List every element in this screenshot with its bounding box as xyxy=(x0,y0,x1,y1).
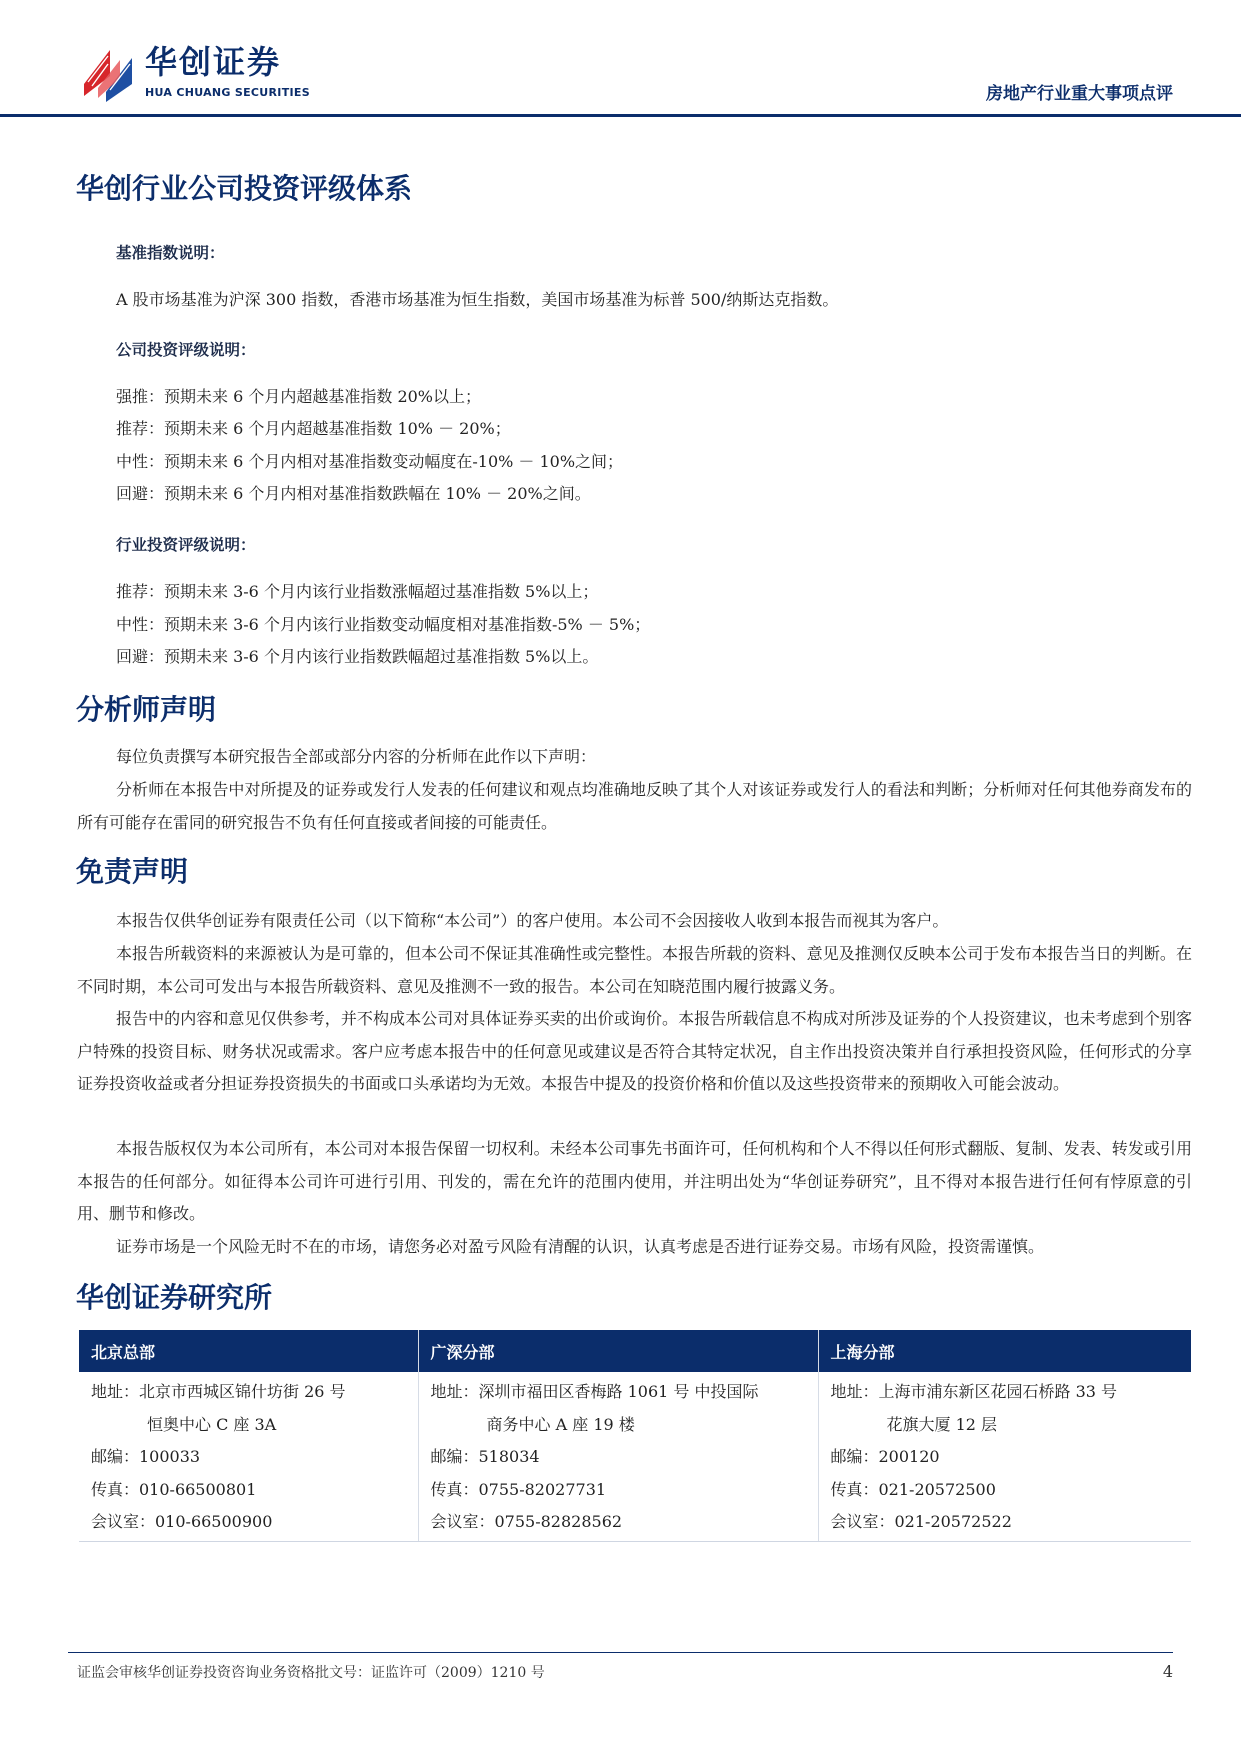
company-rating-heading: 公司投资评级说明： xyxy=(116,340,256,359)
office-header-row xyxy=(79,1330,1191,1372)
industry-rating-heading: 行业投资评级说明： xyxy=(116,535,256,554)
institute-title: 华创证券研究所 xyxy=(76,1281,273,1314)
office-cell-shanghai xyxy=(818,1372,1191,1541)
benchmark-heading: 基准指数说明： xyxy=(116,243,225,262)
company-rating-item: 推荐：预期未来 6 个月内超越基准指数 10% － 20%； xyxy=(116,419,511,438)
industry-rating-item: 回避：预期未来 3-6 个月内该行业指数跌幅超过基准指数 5%以上。 xyxy=(116,647,599,666)
logo-english-name: HUA CHUANG SECURITIES xyxy=(145,86,310,99)
office-contact-table xyxy=(79,1330,1191,1542)
disclaimer-paragraph: 本报告版权仅为本公司所有，本公司对本报告保留一切权利。未经本公司事先书面许可，任何机构和个人不得以任何形式翻版、复制、发表、转发或引用本报告的任何部分。如征得本公司许可进行引用、刊发的，需在允许的范围内使用，并注明出处为“华创证券研究”，且不得对本报告进行任何有悖原意的引用、删节和修改。 xyxy=(77,1139,1192,1223)
office-name-shanghai: 上海分部 xyxy=(818,1330,1191,1372)
disclaimer-paragraph: 证券市场是一个风险无时不在的市场，请您务必对盈亏风险有清醒的认识，认真考虑是否进行证券交易。市场有风险，投资需谨慎。 xyxy=(116,1237,1045,1256)
office-address: 地址：北京市西城区锦什坊街 26 号 xyxy=(91,1382,346,1401)
office-postcode: 邮编：518034 xyxy=(430,1447,540,1466)
footer-divider xyxy=(68,1652,1173,1653)
office-meeting-room: 会议室：010-66500900 xyxy=(91,1512,273,1531)
company-logo-icon xyxy=(80,44,138,102)
industry-rating-item: 中性：预期未来 3-6 个月内该行业指数变动幅度相对基准指数-5% － 5%； xyxy=(116,615,651,634)
analyst-statement-title: 分析师声明 xyxy=(76,693,217,726)
footer-license-text: 证监会审核华创证券投资咨询业务资格批文号：证监许可（2009）1210 号 xyxy=(77,1665,545,1681)
analyst-paragraph: 分析师在本报告中对所提及的证券或发行人发表的任何建议和观点均准确地反映了其个人对该证券或发行人的看法和判断；分析师对任何其他券商发布的所有可能存在雷同的研究报告不负有任何直接或者间接的可能责任。 xyxy=(77,780,1192,832)
office-cell-guangshen xyxy=(418,1372,818,1541)
company-rating-item: 中性：预期未来 6 个月内相对基准指数变动幅度在-10% － 10%之间； xyxy=(116,452,624,471)
report-type-label: 房地产行业重大事项点评 xyxy=(986,84,1173,104)
office-meeting-room: 会议室：0755-82828562 xyxy=(430,1512,623,1531)
logo-chinese-name: 华创证券 xyxy=(145,43,282,81)
office-detail-row xyxy=(79,1372,1191,1541)
office-postcode: 邮编：200120 xyxy=(830,1447,940,1466)
office-meeting-room: 会议室：021-20572522 xyxy=(830,1512,1012,1531)
office-fax: 传真：010-66500801 xyxy=(91,1479,257,1499)
office-fax: 传真：021-20572500 xyxy=(830,1479,996,1499)
office-cell-beijing xyxy=(79,1372,418,1541)
company-rating-item: 强推：预期未来 6 个月内超越基准指数 20%以上； xyxy=(116,387,482,406)
disclaimer-paragraph: 本报告所载资料的来源被认为是可靠的，但本公司不保证其准确性或完整性。本报告所载的资料、意见及推测仅反映本公司于发布本报告当日的判断。在不同时期，本公司可发出与本报告所载资料、意见及推测不一致的报告。本公司在知晓范围内履行披露义务。 xyxy=(77,944,1192,996)
industry-rating-item: 推荐：预期未来 3-6 个月内该行业指数涨幅超过基准指数 5%以上； xyxy=(116,582,599,601)
benchmark-text: A 股市场基准为沪深 300 指数，香港市场基准为恒生指数，美国市场基准为标普 500/纳斯达克指数。 xyxy=(116,290,839,309)
analyst-paragraph: 每位负责撰写本研究报告全部或部分内容的分析师在此作以下声明： xyxy=(116,747,597,766)
disclaimer-title: 免责声明 xyxy=(76,855,189,888)
disclaimer-paragraph: 本报告仅供华创证券有限责任公司（以下简称“本公司”）的客户使用。本公司不会因接收人收到本报告而视其为客户。 xyxy=(116,911,949,930)
rating-system-title: 华创行业公司投资评级体系 xyxy=(76,172,413,205)
office-address-cont: 商务中心 A 座 19 楼 xyxy=(486,1414,635,1434)
office-fax: 传真：0755-82027731 xyxy=(430,1479,607,1499)
header-divider xyxy=(0,114,1241,117)
office-name-guangshen: 广深分部 xyxy=(418,1330,818,1372)
office-name-beijing: 北京总部 xyxy=(79,1330,418,1372)
office-postcode: 邮编：100033 xyxy=(91,1447,201,1466)
disclaimer-paragraph: 报告中的内容和意见仅供参考，并不构成本公司对具体证券买卖的出价或询价。本报告所载信息不构成对所涉及证券的个人投资建议，也未考虑到个别客户特殊的投资目标、财务状况或需求。客户应考虑本报告中的任何意见或建议是否符合其特定状况，自主作出投资决策并自行承担投资风险，任何形式的分享证券投资收益或者分担证券投资损失的书面或口头承诺均为无效。本报告中提及的投资价格和价值以及这些投资带来的预期收入可能会波动。 xyxy=(77,1009,1192,1093)
page-number: 4 xyxy=(1162,1662,1173,1681)
office-address: 地址：深圳市福田区香梅路 1061 号 中投国际 xyxy=(430,1382,759,1401)
office-address-cont: 花旗大厦 12 层 xyxy=(886,1414,998,1434)
company-rating-item: 回避：预期未来 6 个月内相对基准指数跌幅在 10% － 20%之间。 xyxy=(116,484,591,503)
office-address: 地址：上海市浦东新区花园石桥路 33 号 xyxy=(830,1382,1118,1401)
office-address-cont: 恒奥中心 C 座 3A xyxy=(147,1414,277,1434)
